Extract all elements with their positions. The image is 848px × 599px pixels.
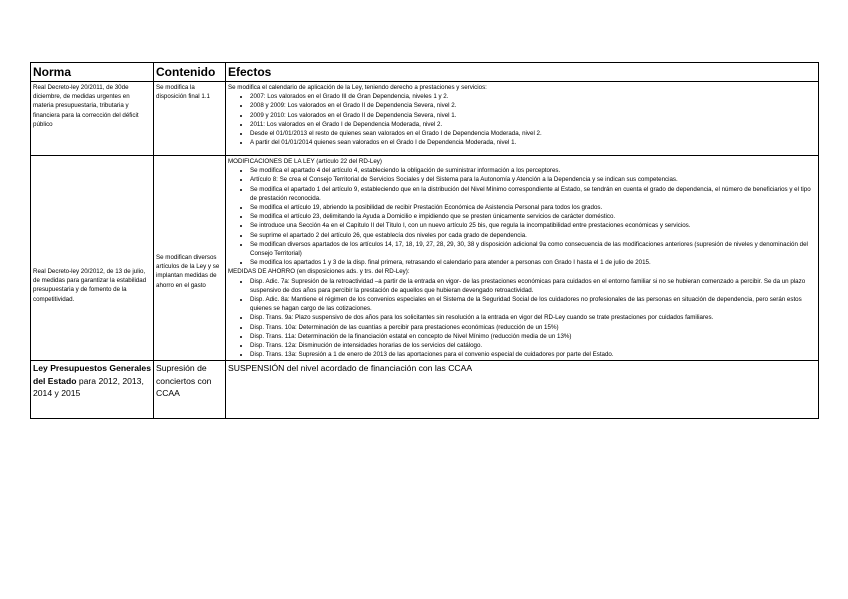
list-item: • 2011: Los valorados en el Grado I de Dependencia Moderada, nivel 2. (250, 120, 816, 129)
norma-text: Real Decreto-ley 20/2012, de 13 de julio, de medidas para garantizar la estabilidad presupuestaria y de fomento de la competitividad. (33, 268, 147, 303)
ahorro-list (228, 277, 816, 360)
contenido-cell (154, 361, 226, 419)
calendar-list (228, 92, 816, 147)
list-item: • Se introduce una Sección 4a en el Capítulo II del Título I, con un nuevo artículo 25 bis, que regula la incompatibilidad entre prestaciones económicas y servicios. (250, 221, 816, 230)
list-item: • Disp. Trans. 9a: Plazo suspensivo de dos años para los solicitantes sin resolución a la entrada en vigor del RD-Ley cuando se trate prestaciones por cuidados familiares. (250, 313, 816, 322)
list-item: • 2007: Los valorados en el Grado III de Gran Dependencia, niveles 1 y 2. (250, 92, 816, 101)
contenido-cell (154, 82, 226, 156)
table-row (31, 82, 819, 156)
header-row (31, 63, 819, 82)
list-item: • Se suprime el apartado 2 del artículo 26, que establecía dos niveles por cada grado de dependencia. (250, 231, 816, 240)
modificaciones-list (228, 166, 816, 267)
list-item: • Disp. Adic. 8a: Mantiene el régimen de los convenios especiales en el Sistema de la Seguridad Social de los cuidadores no profesionales de las personas en situación de dependencia, pero serán estos quienes se hagan cargo de las cotizaciones. (250, 295, 816, 313)
list-item: • Se modifican diversos apartados de los artículos 14, 17, 18, 19, 27, 28, 29, 30, 38 y disposición adicional 9a como consecuencia de las modificaciones anteriores (supresión de niveles y denominación del Consejo Territorial) (250, 240, 816, 258)
list-item: • Disp. Trans. 13a: Supresión a 1 de enero de 2013 de las aportaciones para el convenio especial de cuidadores por parte del Estado. (250, 350, 816, 359)
legislation-table (30, 62, 819, 419)
list-item: • A partir del 01/01/2014 quienes sean valorados en el Grado I de Dependencia Moderada, nivel 1. (250, 138, 816, 147)
ahorro-heading: MEDIDAS DE AHORRO (en disposiciones ads. y trs. del RD-Ley): (228, 268, 410, 276)
contenido-text: Se modifican diversos artículos de la Ley y se implantan medidas de ahorro en el gasto (156, 254, 220, 289)
list-item: • 2009 y 2010: Los valorados en el Grado II de Dependencia Severa, nivel 1. (250, 111, 816, 120)
list-item: • Disp. Trans. 10a: Determinación de las cuantías a percibir para prestaciones económicas (reducción de un 15%) (250, 323, 816, 332)
list-item: • Se modifica el artículo 19, abriendo la posibilidad de recibir Prestación Económica de Asistencia Personal para todos los grados. (250, 203, 816, 212)
efectos-cell (226, 82, 819, 156)
contenido-text: Supresión de conciertos con CCAA (156, 363, 212, 399)
list-item: • Se modifica los apartados 1 y 3 de la disp. final primera, retrasando el calendario para atender a personas con Grado I hasta el 1 de julio de 2015. (250, 258, 816, 267)
header-efectos: Efectos (226, 63, 819, 82)
list-item: • Se modifica el apartado 1 del artículo 9, estableciendo que en la distribución del Nivel Mínimo correspondiente al Estado, se tendrán en cuenta el grado de dependencia, el número de beneficiarios y el tipo de prestación reconocida. (250, 185, 816, 203)
norma-text: Ley Presupuestos Generales del Estado (33, 363, 151, 386)
norma-cell (31, 361, 154, 419)
norma-cell (31, 156, 154, 361)
contenido-text: Se modifica la disposición final 1.1 (156, 84, 211, 101)
table-row (31, 156, 819, 361)
efectos-cell (226, 361, 819, 419)
modificaciones-heading: MODIFICACIONES DE LA LEY (artículo 22 del RD-Ley) (228, 158, 382, 165)
list-item: • 2008 y 2009: Los valorados en el Grado II de Dependencia Severa, nivel 2. (250, 101, 816, 110)
list-item: • Se modifica el artículo 23, delimitando la Ayuda a Domicilio e impidiendo que se presten únicamente servicios de carácter doméstico. (250, 212, 816, 221)
list-item: • Desde el 01/01/2013 el resto de quienes sean valorados en el Grado I de Dependencia Moderada, nivel 2. (250, 129, 816, 138)
norma-years: para 2012, 2013, 2014 y 2015 (33, 375, 144, 399)
list-item: • Disp. Trans. 11a: Determinación de la financiación estatal en concepto de Nivel Mínimo (reducción media de un 13%) (250, 332, 816, 341)
efectos-text: del nivel acordado de financiación con las CCAA (284, 363, 473, 374)
efectos-cell (226, 156, 819, 361)
header-contenido: Contenido (154, 63, 226, 82)
efectos-prefix: SUSPENSIÓN (228, 363, 285, 374)
norma-cell (31, 82, 154, 156)
list-item: • Se modifica el apartado 4 del artículo 4, estableciendo la obligación de suministrar información a los perceptores. (250, 166, 816, 175)
norma-text: Real Decreto-ley 20/2011, de 30de diciembre, de medidas urgentes en materia presupuestaria, tributaria y financiera para la corrección del déficit público (33, 84, 139, 128)
efectos-intro: Se modifica el calendario de aplicación de la Ley, teniendo derecho a prestaciones y servicios: (228, 84, 487, 91)
contenido-cell (154, 156, 226, 361)
list-item: • Disp. Adic. 7a: Supresión de la retroactividad –a partir de la entrada en vigor- de las prestaciones económicas para cuidados en el entorno familiar si no se hubieran comenzado a percibir. Se da un plazo suspensivo de dos años para percibir la prestación de aquellos que hubieran devengado retroactividad. (250, 277, 816, 295)
list-item: • Artículo 8: Se crea el Consejo Territorial de Servicios Sociales y del Sistema para la Autonomía y Atención a la Dependencia y se indican sus competencias. (250, 175, 816, 184)
table-row (31, 361, 819, 419)
header-norma: Norma (31, 63, 154, 82)
list-item: • Disp. Trans. 12a: Disminución de intensidades horarias de los servicios del catálogo. (250, 341, 816, 350)
